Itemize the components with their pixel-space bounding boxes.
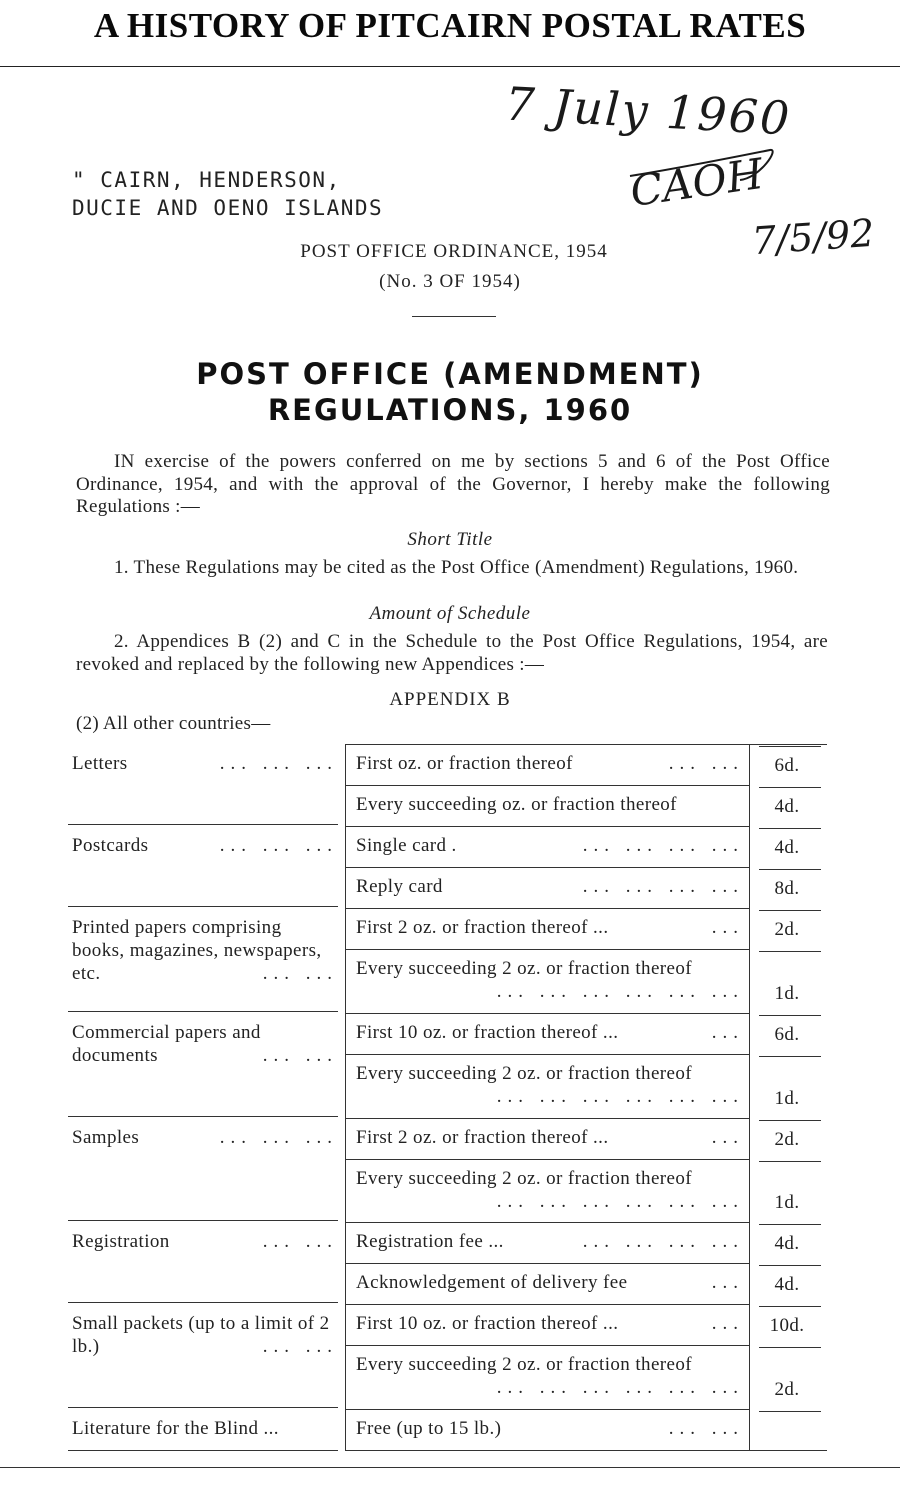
leader-dots: ... ... ... [219,753,338,774]
description-text: First 10 oz. or fraction thereof ... [356,1022,619,1043]
description-text: Every succeeding 2 oz. or fraction thereof [356,1354,692,1375]
category-label: Postcards [72,835,149,856]
ordinance-line-1: POST OFFICE ORDINANCE, 1954 [300,241,608,262]
category-cell [72,1417,338,1440]
title-line-2: REGULATIONS, 1960 [267,393,633,427]
category-label: Printed papers comprising books, magazines, newspapers, etc. [72,917,322,984]
rate-value: 10d. [769,1315,805,1336]
category-label: Commercial papers and documents [72,1022,261,1066]
description-text: Single card . [356,835,457,856]
category-cell [72,1230,338,1253]
category-cell [72,834,338,857]
appendix-heading: APPENDIX B [389,689,511,710]
description-cell [356,916,744,939]
description-cell [356,1417,744,1440]
row-rule [345,1263,749,1264]
column-divider [749,744,750,1450]
row-rule [345,1345,749,1346]
rate-rule [759,1265,821,1266]
row-rule [345,1159,749,1160]
category-label: Samples [72,1127,140,1148]
description-text: Free (up to 15 lb.) [356,1418,502,1439]
amount-heading: Amount of Schedule [369,603,531,624]
category-rule [68,1116,338,1117]
category-rule [68,1011,338,1012]
row-rule [345,1222,749,1223]
description-text: Reply card [356,876,443,897]
description-cell [356,957,744,1003]
rate-value: 4d. [774,796,800,817]
islands-line-2: DUCIE AND OENO ISLANDS [72,196,384,220]
description-text: First 2 oz. or fraction thereof ... [356,1127,609,1148]
leader-dots: ... [711,1022,744,1043]
description-text: Registration fee ... [356,1231,504,1252]
leader-dots: ... [711,1313,744,1334]
leader-dots: ... ... [668,753,744,774]
rate-rule [759,951,821,952]
description-text: Acknowledgement of delivery fee [356,1272,628,1293]
description-text: Every succeeding 2 oz. or fraction thereof [356,1063,692,1084]
rate-rule [759,869,821,870]
leader-dots: ... ... ... ... ... ... [496,1086,744,1107]
description-cell [356,1271,744,1294]
leader-dots: ... ... ... ... ... ... [496,981,744,1002]
description-text: Every succeeding 2 oz. or fraction thereof [356,1168,692,1189]
rate-rule [759,828,821,829]
description-cell [356,834,744,857]
description-cell [356,1312,744,1335]
rate-rule [759,910,821,911]
description-cell [356,1126,744,1149]
leader-dots: ... ... [262,1231,338,1252]
paragraph-1: 1. These Regulations may be cited as the Post Office (Amendment) Regulations, 1960. [114,557,799,578]
leader-dots: ... ... [262,1045,338,1066]
row-rule [345,1118,749,1119]
leader-dots: ... ... [262,963,338,984]
description-cell [356,793,744,816]
ordinance-line-2: (No. 3 OF 1954) [379,271,521,292]
rate-value: 2d. [774,1379,800,1400]
row-rule [345,1054,749,1055]
table-rule [345,1450,827,1451]
rate-value: 6d. [774,755,800,776]
description-text: First oz. or fraction thereof [356,753,573,774]
description-text: First 10 oz. or fraction thereof ... [356,1313,619,1334]
handwritten-initials: CAOH [627,148,767,217]
row-rule [345,785,749,786]
leader-dots: ... [711,917,744,938]
category-label: Literature for the Blind ... [72,1418,279,1439]
rate-rule [759,746,821,747]
category-cell [72,1126,338,1149]
category-cell [72,752,338,775]
category-rule [68,906,338,907]
row-rule [345,908,749,909]
leader-dots: ... ... ... ... [582,835,744,856]
description-cell [356,875,744,898]
row-rule [345,1013,749,1014]
row-rule [345,949,749,950]
rate-rule [759,1411,821,1412]
rate-rule [759,1347,821,1348]
category-cell [72,1312,338,1358]
rate-rule [759,1161,821,1162]
rate-rule [759,1120,821,1121]
rate-value: 2d. [774,919,800,940]
description-cell [356,1230,744,1253]
category-cell [72,916,338,985]
rate-rule [759,1224,821,1225]
title-line-1: POST OFFICE (AMENDMENT) [196,357,704,391]
leader-dots: ... ... ... ... [582,876,744,897]
paragraph-2: 2. Appendices B (2) and C in the Schedule to the Post Office Regulations, 1954, are revoked and replaced by the following new Appendices :— [76,631,828,675]
description-text: Every succeeding 2 oz. or fraction thereof [356,958,692,979]
rate-value: 1d. [774,983,800,1004]
handwritten-date-2: 7/5/92 [750,210,876,264]
rate-value: 8d. [774,878,800,899]
description-text: First 2 oz. or fraction thereof ... [356,917,609,938]
category-rule [68,824,338,825]
leader-dots: ... ... [262,1336,338,1357]
countries-label: (2) All other countries— [76,713,271,734]
leader-dots: ... [711,1127,744,1148]
rate-value: 1d. [774,1192,800,1213]
leader-dots: ... ... ... ... [582,1231,744,1252]
rate-value: 2d. [774,1129,800,1150]
islands-line-1: " CAIRN, HENDERSON, [72,168,341,192]
book-title: A HISTORY OF PITCAIRN POSTAL RATES [93,6,807,45]
category-label: Small packets (up to a limit of 2 lb.) [72,1313,330,1357]
leader-dots: ... ... [668,1418,744,1439]
bottom-rule [0,1467,900,1468]
rate-rule [759,1306,821,1307]
category-label: Registration [72,1231,170,1252]
description-cell [356,752,744,775]
category-rule [68,1450,338,1451]
leader-dots: ... ... ... [219,835,338,856]
category-label: Letters [72,753,128,774]
rate-value: 1d. [774,1088,800,1109]
leader-dots: ... ... ... ... ... ... [496,1377,744,1398]
category-rule [68,1302,338,1303]
rate-value: 4d. [774,1274,800,1295]
rate-value: 4d. [774,837,800,858]
row-rule [345,826,749,827]
rate-rule [759,787,821,788]
row-rule [345,867,749,868]
leader-dots: ... [711,1272,744,1293]
row-rule [345,1304,749,1305]
description-cell [356,1353,744,1399]
row-rule [345,1409,749,1410]
leader-dots: ... ... ... [219,1127,338,1148]
category-rule [68,1407,338,1408]
rate-rule [759,1056,821,1057]
description-cell [356,1021,744,1044]
preamble: IN exercise of the powers conferred on me by sections 5 and 6 of the Post Office Ordinance, 1954, and with the approval of the Governor, I hereby make the following Regulations :— [76,451,830,517]
rate-value: 6d. [774,1024,800,1045]
table-rule [345,744,827,745]
category-rule [68,1220,338,1221]
category-cell [72,1021,338,1067]
handwritten-date: 7 July 1960 [503,76,793,146]
description-text: Every succeeding oz. or fraction thereof [356,794,677,815]
short-title-heading: Short Title [407,529,493,550]
description-cell [356,1167,744,1213]
description-cell [356,1062,744,1108]
rate-rule [759,1015,821,1016]
rate-value: 4d. [774,1233,800,1254]
leader-dots: ... ... ... ... ... ... [496,1191,744,1212]
